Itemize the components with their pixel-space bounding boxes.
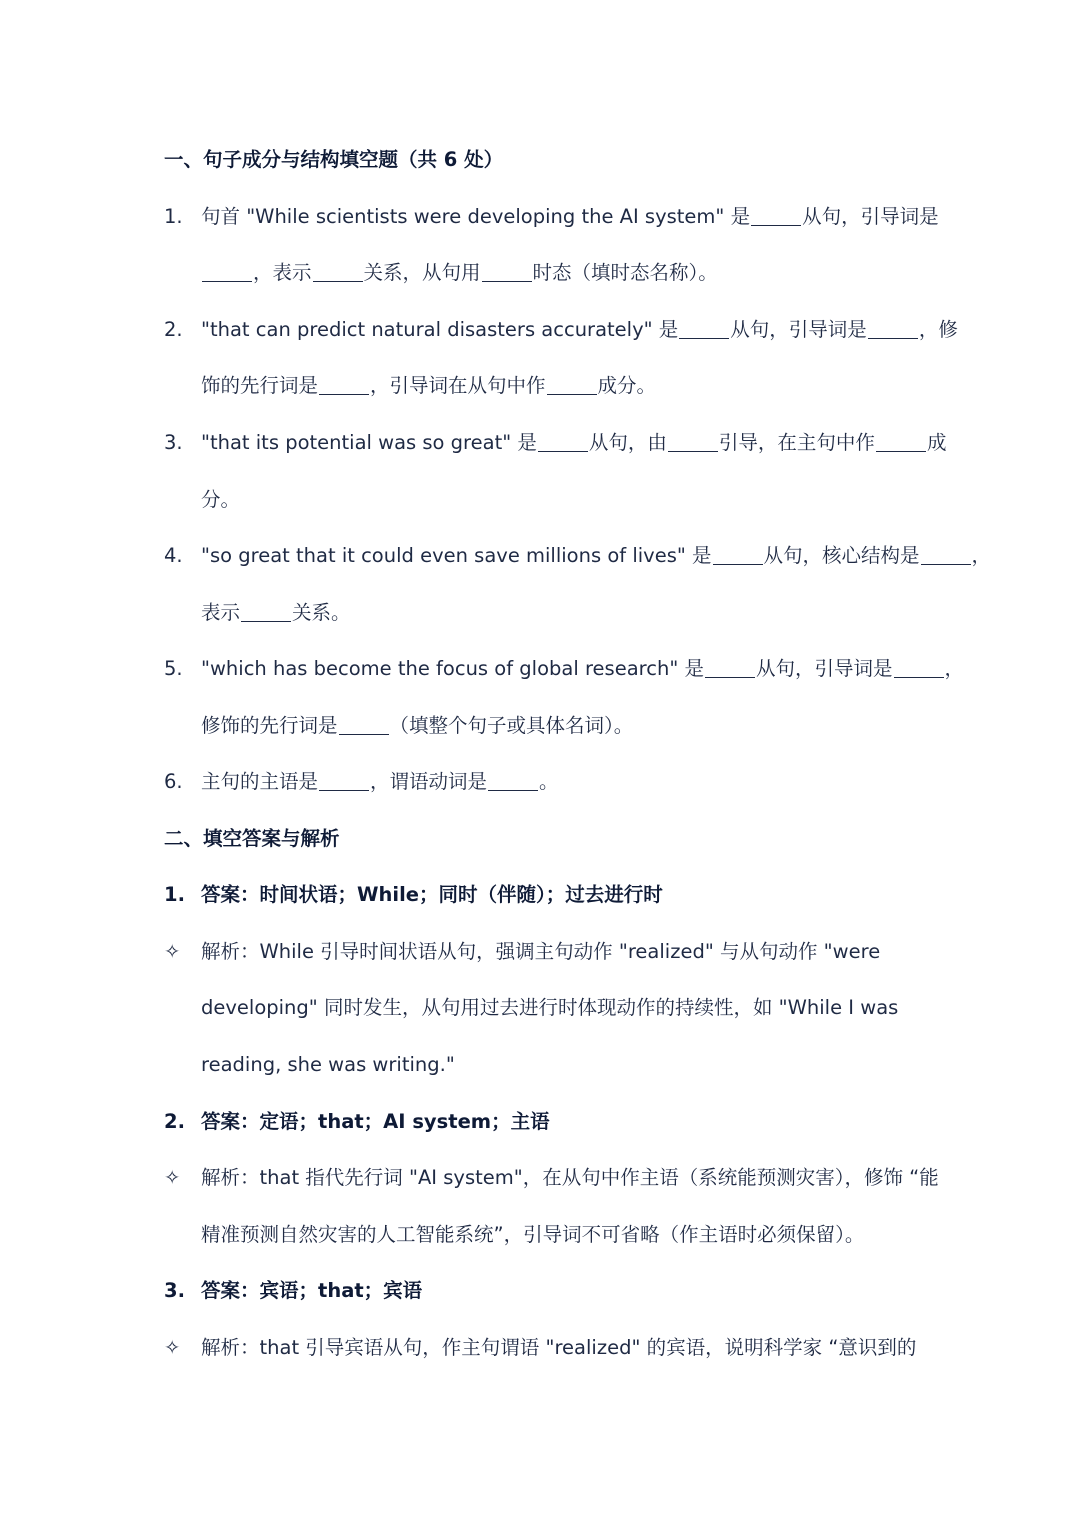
analysis-text: 解析：that 指代先行词 "AI system"，在从句中作主语（系统能预测灾害），修饰 “能 xyxy=(201,1166,939,1189)
question-number: 6. xyxy=(164,770,183,793)
analysis-1-line-3: reading, she was writing." xyxy=(201,1053,455,1076)
section1-title: 一、句子成分与结构填空题（共 6 处） xyxy=(164,148,504,171)
question-4-line-2 xyxy=(201,593,934,633)
answer-blank[interactable] xyxy=(547,392,597,395)
question-text: 修饰的先行词是 xyxy=(201,714,338,737)
question-4-line-1 xyxy=(164,536,992,576)
question-text: ， xyxy=(944,657,965,680)
question-6-line-1 xyxy=(164,762,934,802)
question-text: 表示 xyxy=(201,601,241,624)
question-text: ，表示 xyxy=(253,261,312,284)
question-text: 从句，引导词是 xyxy=(802,205,939,228)
question-text: "that its potential was so great" 是 xyxy=(201,431,537,454)
answer-blank[interactable] xyxy=(921,562,971,565)
answer-text: 答案：时间状语；While；同时（伴随）；过去进行时 xyxy=(201,883,663,906)
question-text: 。 xyxy=(539,770,559,793)
answer-blank[interactable] xyxy=(241,619,291,622)
answer-number: 3. xyxy=(164,1279,185,1302)
question-3-line-2 xyxy=(201,480,934,520)
analysis-2-line-1 xyxy=(164,1158,939,1198)
question-text: 从句，由 xyxy=(588,431,667,454)
answer-blank[interactable] xyxy=(668,449,718,452)
question-2-line-2 xyxy=(201,366,934,406)
question-3-line-1 xyxy=(164,423,947,463)
answer-blank[interactable] xyxy=(876,449,926,452)
question-text: 从句，引导词是 xyxy=(755,657,893,680)
question-text: 句首 "While scientists were developing the AI system" 是 xyxy=(201,205,751,228)
question-1-line-1 xyxy=(164,197,939,237)
question-text: ，引导词在从句中作 xyxy=(370,374,546,397)
analysis-text: 解析：that 引导宾语从句，作主句谓语 "realized" 的宾语，说明科学家 “意识到的 xyxy=(201,1336,917,1359)
answer-text: 答案：定语；that；AI system；主语 xyxy=(201,1110,550,1133)
answer-blank[interactable] xyxy=(538,449,588,452)
question-text: 饰的先行词是 xyxy=(201,374,319,397)
question-number: 5. xyxy=(164,657,183,680)
sparkle-bullet-icon: ✧ xyxy=(164,1336,181,1359)
answer-blank[interactable] xyxy=(713,562,763,565)
answer-blank[interactable] xyxy=(894,675,944,678)
analysis-2-line-2: 精准预测自然灾害的人工智能系统”，引导词不可省略（作主语时必须保留）。 xyxy=(201,1223,865,1246)
question-number: 3. xyxy=(164,431,183,454)
question-text: "which has become the focus of global research" 是 xyxy=(201,657,704,680)
question-2-line-1 xyxy=(164,310,958,350)
sparkle-bullet-icon: ✧ xyxy=(164,1166,181,1189)
question-text: 分。 xyxy=(201,488,241,511)
question-text: 成 xyxy=(926,431,947,454)
question-text: 主句的主语是 xyxy=(201,770,319,793)
answer-3 xyxy=(164,1271,934,1311)
question-text: "that can predict natural disasters accurately" 是 xyxy=(201,318,679,341)
answer-blank[interactable] xyxy=(679,336,729,339)
answer-text: 答案：宾语；that；宾语 xyxy=(201,1279,423,1302)
answer-blank[interactable] xyxy=(319,788,369,791)
question-text: 时态（填时态名称）。 xyxy=(532,261,718,284)
question-text: （填整个句子或具体名词）。 xyxy=(389,714,634,737)
answer-blank[interactable] xyxy=(751,223,801,226)
answer-number: 2. xyxy=(164,1110,185,1133)
analysis-3-line-1 xyxy=(164,1328,934,1368)
question-text: 从句，引导词是 xyxy=(730,318,867,341)
sparkle-bullet-icon: ✧ xyxy=(164,940,181,963)
analysis-1-line-1 xyxy=(164,932,934,972)
answer-blank[interactable] xyxy=(319,392,369,395)
answer-blank[interactable] xyxy=(488,788,538,791)
question-number: 2. xyxy=(164,318,183,341)
question-text: 关系。 xyxy=(292,601,351,624)
question-text: 从句，核心结构是 xyxy=(763,544,920,567)
answer-blank[interactable] xyxy=(313,279,363,282)
analysis-text: 解析：While 引导时间状语从句，强调主句动作 "realized" 与从句动作 "were xyxy=(201,940,881,963)
answer-number: 1. xyxy=(164,883,185,906)
analysis-1-line-2: developing" 同时发生，从句用过去进行时体现动作的持续性，如 "While I was xyxy=(201,996,899,1019)
answer-blank[interactable] xyxy=(482,279,532,282)
question-1-line-2 xyxy=(201,253,934,293)
section2-title: 二、填空答案与解析 xyxy=(164,827,340,850)
question-text: 成分。 xyxy=(597,374,657,397)
answer-blank[interactable] xyxy=(868,336,918,339)
answer-2 xyxy=(164,1102,934,1142)
question-text: "so great that it could even save millions of lives" 是 xyxy=(201,544,712,567)
question-text: ， xyxy=(971,544,992,567)
question-text: ，修 xyxy=(918,318,958,341)
question-text: 引导，在主句中作 xyxy=(718,431,875,454)
answer-blank[interactable] xyxy=(202,279,252,282)
answer-blank[interactable] xyxy=(705,675,755,678)
question-text: ，谓语动词是 xyxy=(370,770,488,793)
answer-1 xyxy=(164,875,934,915)
question-number: 4. xyxy=(164,544,183,567)
question-5-line-2 xyxy=(201,706,934,746)
question-text: 关系，从句用 xyxy=(363,261,481,284)
answer-blank[interactable] xyxy=(339,732,389,735)
question-number: 1. xyxy=(164,205,183,228)
question-5-line-1 xyxy=(164,649,965,689)
